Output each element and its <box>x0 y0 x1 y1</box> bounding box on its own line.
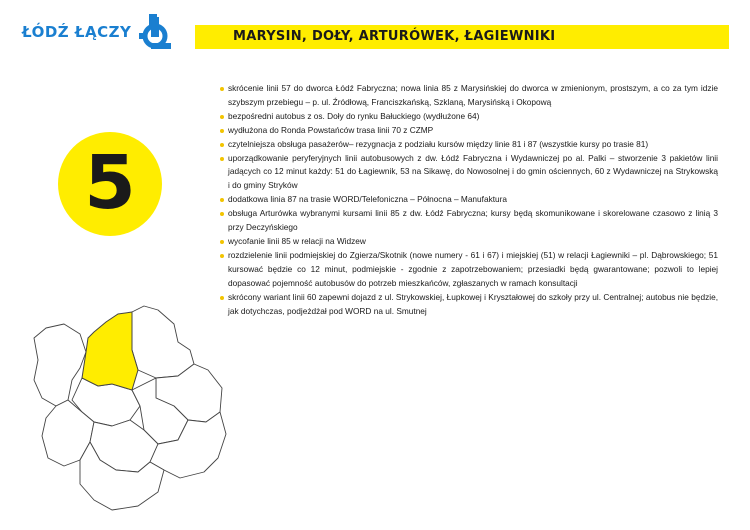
map-region-highlighted <box>82 312 138 390</box>
page-title: MARYSIN, DOŁY, ARTURÓWEK, ŁAGIEWNIKI <box>233 29 556 44</box>
title-bar <box>195 25 729 49</box>
district-number-badge <box>58 132 162 236</box>
list-item: obsługa Arturówka wybranymi kursami linii 85 z dw. Łódź Fabryczna; kursy będą skomunikowane i skorelowane czasowo z linią 3 przy Deczyńskiego <box>220 207 718 235</box>
changes-list <box>220 82 718 318</box>
list-item: bezpośredni autobus z os. Doły do rynku Bałuckiego (wydłużone 64) <box>220 110 718 124</box>
list-item: wydłużona do Ronda Powstańców trasa linii 70 z CZMP <box>220 124 718 138</box>
list-item: skrócony wariant linii 60 zapewni dojazd z ul. Strykowskiej, Łupkowej i Kryształowej do szkoły przy ul. Centralnej; autobus nie będzie, jak dotychczas, podjeżdżał pod WORD na ul. Smutnej <box>220 291 718 319</box>
list-item: uporządkowanie peryferyjnych linii autobusowych z dw. Łódź Fabryczna i Wydawniczej po al. Palki – stworzenie 3 pakietów linii jadących co 12 minut każdy: 51 do Łagiewnik, 53 na Sikawę, do Nowosolnej i do gmin ościennych, 60 z Wydawniczej na Strykowską i do gminy Stryków <box>220 152 718 194</box>
lodz-l-gear-icon <box>139 14 171 50</box>
list-item: czytelniejsza obsługa pasażerów– rezygnacja z podziału kursów między linie 81 i 87 (wszystkie kursy po trasie 81) <box>220 138 718 152</box>
map-region-northeast <box>132 306 194 378</box>
city-logo <box>22 14 172 50</box>
list-item: skrócenie linii 57 do dworca Łódź Fabryczna; nowa linia 85 z Marysińskiej do dworca w zmienionym, prostszym, a co za tym idzie szybszym przebiegu – p. ul. Źródłową, Franciszkańską, Szklaną, Marysińską i Okopową <box>220 82 718 110</box>
list-item: wycofanie linii 85 w relacji na Widzew <box>220 235 718 249</box>
district-number: 5 <box>84 140 136 226</box>
list-item: rozdzielenie linii podmiejskiej do Zgierza/Skotnik (nowe numery - 61 i 67) i miejskiej (51) w relacji Łagiewniki – pl. Dąbrowskiego; 51 kursować będzie co 12 minut, podmiejskie - zgodnie z zapotrzebowaniem; przesiadki będą gwarantowane; pozwoli to lepiej dopasować pojemność autobusów do potrzeb mieszkańców, zgłaszanych w ramach konsultacji <box>220 249 718 291</box>
logo-text: ŁÓDŹ ŁĄCZY <box>22 23 132 41</box>
list-item: dodatkowa linia 87 na trasie WORD/Telefoniczna – Północna – Manufaktura <box>220 193 718 207</box>
district-map <box>28 302 228 514</box>
